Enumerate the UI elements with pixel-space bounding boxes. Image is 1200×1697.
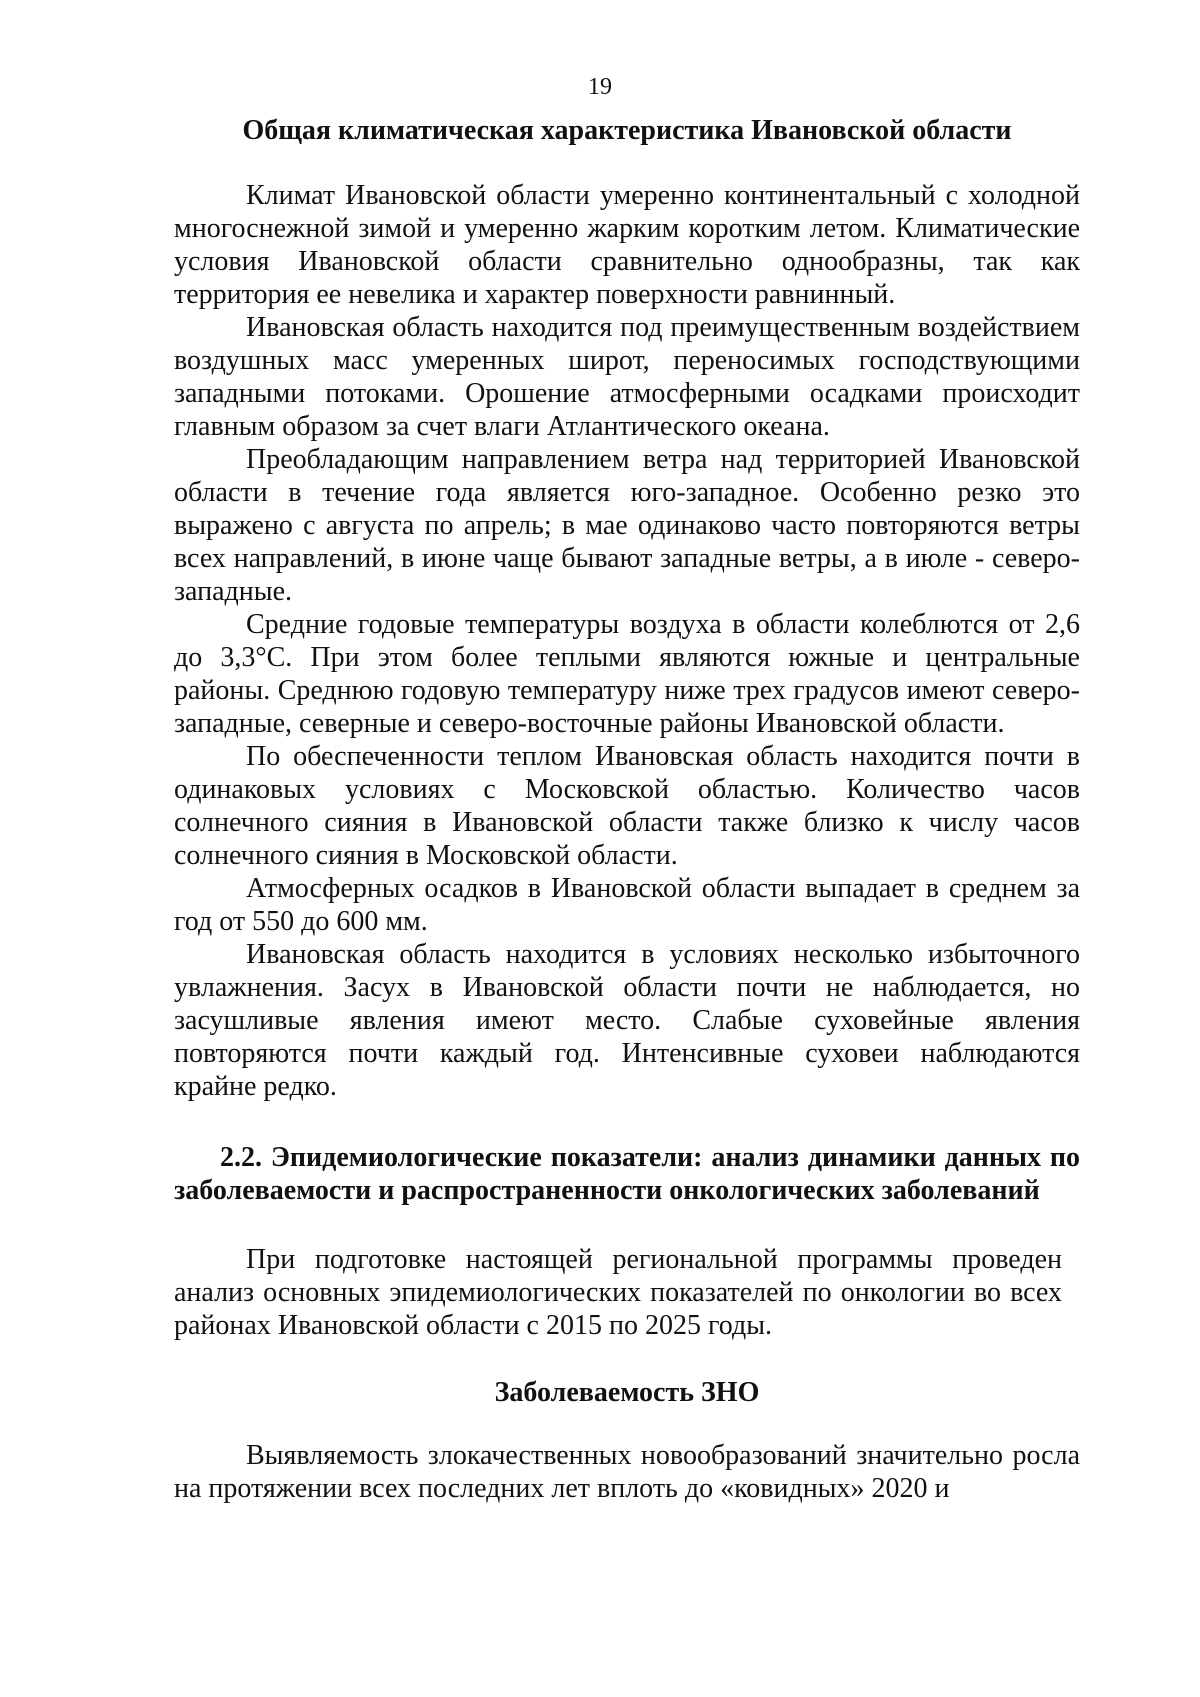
paragraph-analysis-intro: При подготовке настоящей региональной программы проведен анализ основных эпидемиологических показателей по онкологии во всех районах Ивановской области с 2015 по 2025 годы. (174, 1244, 1062, 1341)
paragraph-precipitation: Атмосферных осадков в Ивановской области выпадает в среднем за год от 550 до 600 мм. (174, 873, 1080, 937)
paragraph-detection: Выявляемость злокачественных новообразований значительно росла на протяжении всех последних лет вплоть до «ковидных» 2020 и (174, 1440, 1080, 1504)
page-content (174, 114, 1080, 1505)
section-title: Общая климатическая характеристика Ивановской области (242, 115, 1012, 146)
paragraph-wind: Преобладающим направлением ветра над территорией Ивановской области в течение года является юго-западное. Особенно резко это выражено с августа по апрель; в мае одинаково часто повторяются ветры всех направлений, в июне чаще бывают западные ветры, а в июле - северо-западные. (174, 444, 1080, 607)
paragraph-air-masses: Ивановская область находится под преимущественным воздействием воздушных масс умеренных широт, переносимых господствующими западными потоками. Орошение атмосферными осадками происходит главным образом за счет влаги Атлантического океана. (174, 312, 1080, 442)
paragraph-humidity: Ивановская область находится в условиях несколько избыточного увлажнения. Засух в Ивановской области почти не наблюдается, но засушливые явления имеют место. Слабые суховейные явления повторяются почти каждый год. Интенсивные суховеи наблюдаются крайне редко. (174, 939, 1080, 1102)
paragraph-heat-supply: По обеспеченности теплом Ивановская область находится почти в одинаковых условиях с Московской областью. Количество часов солнечного сияния в Ивановской области также близко к числу часов солнечного сияния в Московской области. (174, 741, 1080, 871)
paragraph-climate: Климат Ивановской области умеренно континентальный с холодной многоснежной зимой и умеренно жарким коротким летом. Климатические условия Ивановской области сравнительно однообразны, так как территория ее невелика и характер поверхности равнинный. (174, 180, 1080, 310)
paragraph-temperature: Средние годовые температуры воздуха в области колеблются от 2,6 до 3,3°С. При этом более теплыми являются южные и центральные районы. Среднюю годовую температуру ниже трех градусов имеют северо-западные, северные и северо-восточные районы Ивановской области. (174, 609, 1080, 739)
subheading-incidence: Заболеваемость ЗНО (494, 1377, 760, 1408)
section-heading-epidemiology: 2.2. Эпидемиологические показатели: анализ динамики данных по заболеваемости и распространенности онкологических заболеваний (174, 1142, 1080, 1206)
page-number: 19 (588, 74, 612, 100)
